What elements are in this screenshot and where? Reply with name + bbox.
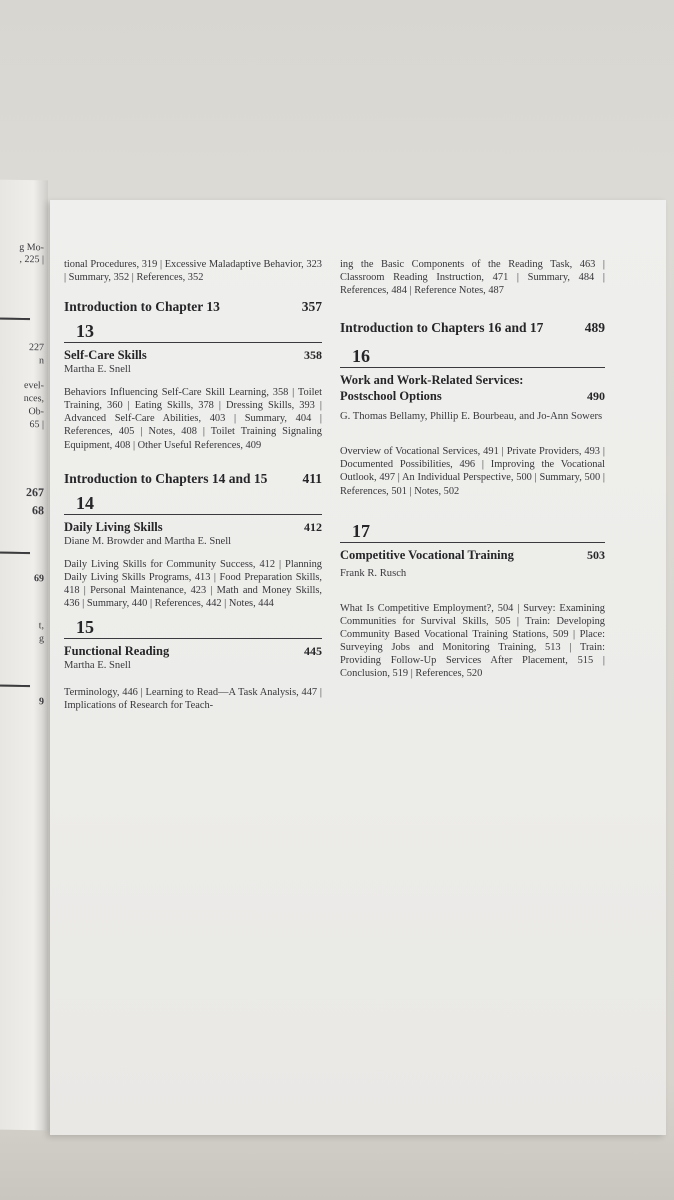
chapter-number: 14 — [76, 492, 94, 513]
fragment: 68 — [32, 503, 44, 518]
fragment: g Mo- — [19, 241, 44, 254]
chapter-rule — [340, 367, 605, 368]
right-column — [340, 258, 605, 680]
chapter-rule — [64, 342, 322, 343]
chapter-number: 16 — [352, 346, 370, 367]
chapter-title: Daily Living Skills — [64, 519, 163, 534]
intro-chapters-16-17 — [340, 319, 605, 337]
fragment: , 225 | — [19, 253, 44, 266]
divider — [0, 685, 30, 688]
intro-page: 357 — [301, 299, 322, 315]
chapter-entries: What Is Competitive Employment?, 504 | Survey: Examining Communities for Survival Skills, 505 | Train: Developing Community Based Vocational Training Stations, 509 | Place: Surveying Jobs and Monitoring Training, 513 | Train: Providing Follow-Up Services After Placement, 515 | Conclusion, 519 | References, 520 — [340, 602, 605, 680]
chapter-title: Functional Reading — [64, 644, 170, 659]
fragment: 267 — [26, 485, 44, 500]
chapter-number: 17 — [352, 520, 370, 541]
divider — [0, 552, 30, 555]
chapter-author: G. Thomas Bellamy, Phillip E. Bourbeau, and Jo-Ann Sowers — [340, 411, 603, 423]
intro-page: 411 — [302, 470, 322, 486]
fragment: 227 — [29, 342, 44, 354]
fragment: Ob- — [28, 406, 44, 418]
chapter-page: 445 — [304, 644, 322, 659]
fragment: t, — [38, 620, 44, 632]
chapter-16-title — [340, 372, 605, 404]
left-column — [64, 258, 322, 712]
chapter-entries: Overview of Vocational Services, 491 | Private Providers, 493 | Documented Possibilities, 496 | Improving the Vocational Outlook, 497 | An Individual Perspective, 500 | Summary, 500 | References, 501 | Notes, 502 — [340, 446, 605, 497]
chapter-13-title — [64, 347, 322, 363]
fragment: n — [39, 355, 44, 367]
chapter-title: Competitive Vocational Training — [340, 547, 514, 562]
divider — [0, 318, 30, 321]
chapter-entries: Daily Living Skills for Community Success, 412 | Planning Daily Living Skills Programs, 413 | Food Preparation Skills, 418 | Personal Maintenance, 423 | Math and Money Skills, 436 | Summary, 440 | References, 442 | Notes, 444 — [64, 558, 322, 609]
chapter-entries: Behaviors Influencing Self-Care Skill Learning, 358 | Toilet Training, 360 | Eating Skills, 378 | Dressing Skills, 393 | Advanced Self-Care Abilities, 403 | Summary, 404 | References, 405 | Notes, 408 | Toilet Training Signaling Equipment, 408 | Other Useful References, 409 — [64, 387, 322, 451]
chapter-page: 358 — [304, 348, 322, 363]
intro-chapters-14-15 — [64, 470, 322, 488]
fragment: nces, — [23, 392, 44, 405]
intro-title: Introduction to Chapters 14 and 15 — [64, 470, 268, 486]
fragment: 69 — [34, 573, 44, 585]
fragment: g — [39, 633, 44, 645]
previous-page-edge — [0, 180, 48, 1131]
chapter-15-title — [64, 643, 322, 659]
chapter-author: Martha E. Snell — [64, 660, 131, 672]
fragment: 65 | — [29, 419, 44, 431]
intro-title: Introduction to Chapters 16 and 17 — [340, 320, 544, 336]
chapter-title: Work and Work-Related Services: Postschool Options — [340, 373, 524, 404]
intro-chapter-13 — [64, 298, 322, 316]
chapter-page: 503 — [587, 547, 605, 562]
continued-entries: ing the Basic Components of the Reading Task, 463 | Classroom Reading Instruction, 471 | Summary, 484 | References, 484 | Reference Notes, 487 — [340, 259, 605, 297]
chapter-number: 13 — [76, 321, 94, 342]
continued-entries: tional Procedures, 319 | Excessive Maladaptive Behavior, 323 | Summary, 352 | References, 352 — [64, 259, 322, 284]
intro-page: 489 — [584, 320, 605, 336]
chapter-17-title — [340, 547, 605, 563]
fragment: 9 — [39, 696, 44, 708]
chapter-author: Frank R. Rusch — [340, 567, 407, 579]
intro-title: Introduction to Chapter 13 — [64, 299, 220, 315]
chapter-rule — [64, 514, 322, 515]
chapter-author: Diane M. Browder and Martha E. Snell — [64, 535, 232, 547]
chapter-author: Martha E. Snell — [64, 364, 131, 376]
chapter-page: 412 — [304, 519, 322, 534]
chapter-rule — [340, 542, 605, 543]
chapter-number: 15 — [76, 617, 94, 638]
chapter-entries: Terminology, 446 | Learning to Read—A Task Analysis, 447 | Implications of Research for Teach- — [64, 687, 322, 712]
chapter-14-title — [64, 519, 322, 535]
chapter-page: 490 — [587, 389, 605, 404]
contents-page — [50, 200, 666, 1135]
chapter-rule — [64, 638, 322, 639]
chapter-title: Self-Care Skills — [64, 348, 147, 363]
fragment: evel- — [24, 380, 44, 392]
